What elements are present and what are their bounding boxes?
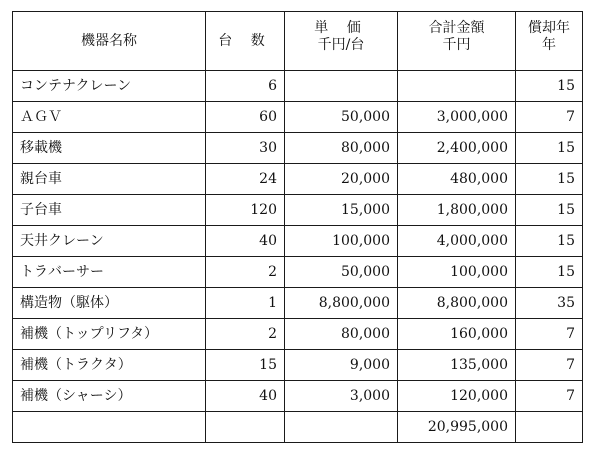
cell-quantity: 2 [206, 257, 285, 288]
header-equipment-name: 機器名称 [13, 12, 206, 71]
table-row [13, 319, 583, 350]
cell-total-quantity [206, 412, 285, 443]
table-row [13, 288, 583, 319]
cell-depreciation-years: 15 [516, 71, 583, 102]
table-row [13, 71, 583, 102]
cell-unit-price: 80,000 [285, 319, 398, 350]
cell-equipment-name: ＡＧＶ [13, 102, 206, 133]
cell-equipment-name: 補機（シャーシ） [13, 381, 206, 412]
cell-equipment-name: 補機（トラクタ） [13, 350, 206, 381]
cell-unit-price: 8,800,000 [285, 288, 398, 319]
cell-depreciation-years: 7 [516, 350, 583, 381]
table-row [13, 195, 583, 226]
cell-unit-price: 3,000 [285, 381, 398, 412]
cell-quantity: 6 [206, 71, 285, 102]
cell-total-amount: 480,000 [398, 164, 516, 195]
header-total-amount-unit: 千円 [442, 37, 471, 53]
cell-quantity: 120 [206, 195, 285, 226]
cell-depreciation-years: 15 [516, 257, 583, 288]
table-row [13, 133, 583, 164]
cell-total-amount: 3,000,000 [398, 102, 516, 133]
cell-depreciation-years: 7 [516, 319, 583, 350]
cell-unit-price: 15,000 [285, 195, 398, 226]
cell-equipment-name: 移載機 [13, 133, 206, 164]
cell-unit-price: 9,000 [285, 350, 398, 381]
header-depreciation-years [516, 12, 583, 71]
cell-total-amount: 100,000 [398, 257, 516, 288]
table-row [13, 226, 583, 257]
cell-quantity: 40 [206, 381, 285, 412]
cell-equipment-name: 構造物（駆体） [13, 288, 206, 319]
cell-quantity: 30 [206, 133, 285, 164]
cell-grand-total-amount: 20,995,000 [398, 412, 516, 443]
table-row [13, 102, 583, 133]
cell-total-unit-price [285, 412, 398, 443]
cell-unit-price: 50,000 [285, 257, 398, 288]
table-row [13, 381, 583, 412]
header-row [13, 12, 583, 71]
document-page [12, 11, 583, 443]
cell-unit-price: 50,000 [285, 102, 398, 133]
cell-equipment-name: 天井クレーン [13, 226, 206, 257]
cell-quantity: 60 [206, 102, 285, 133]
cell-equipment-name: コンテナクレーン [13, 71, 206, 102]
header-unit-price [285, 12, 398, 71]
cell-quantity: 2 [206, 319, 285, 350]
cell-unit-price: 100,000 [285, 226, 398, 257]
table-row [13, 257, 583, 288]
cell-quantity: 40 [206, 226, 285, 257]
cell-depreciation-years: 15 [516, 195, 583, 226]
cell-depreciation-years: 15 [516, 133, 583, 164]
cell-unit-price: 80,000 [285, 133, 398, 164]
cell-unit-price [285, 71, 398, 102]
cell-total-amount: 120,000 [398, 381, 516, 412]
header-unit-price-unit: 千円/台 [317, 37, 365, 53]
cell-total-amount: 8,800,000 [398, 288, 516, 319]
cell-total-amount: 160,000 [398, 319, 516, 350]
cell-total-label [13, 412, 206, 443]
cell-total-amount: 2,400,000 [398, 133, 516, 164]
cell-depreciation-years: 15 [516, 226, 583, 257]
cell-depreciation-years: 7 [516, 102, 583, 133]
header-quantity: 台 数 [206, 12, 285, 71]
equipment-cost-table [12, 11, 583, 443]
cell-total-amount: 4,000,000 [398, 226, 516, 257]
table-row [13, 164, 583, 195]
cell-quantity: 1 [206, 288, 285, 319]
cell-depreciation-years: 15 [516, 164, 583, 195]
cell-depreciation-years: 7 [516, 381, 583, 412]
cell-total-amount [398, 71, 516, 102]
cell-equipment-name: 子台車 [13, 195, 206, 226]
cell-depreciation-years: 35 [516, 288, 583, 319]
header-depreciation-unit: 年 [542, 37, 556, 53]
cell-total-depreciation [516, 412, 583, 443]
cell-quantity: 15 [206, 350, 285, 381]
cell-equipment-name: トラバーサー [13, 257, 206, 288]
cell-unit-price: 20,000 [285, 164, 398, 195]
cell-total-amount: 1,800,000 [398, 195, 516, 226]
header-total-amount [398, 12, 516, 71]
header-unit-price-label: 単 価 [314, 20, 368, 36]
header-depreciation-label: 償却年 [528, 20, 570, 36]
grand-total-row [13, 412, 583, 443]
cell-equipment-name: 親台車 [13, 164, 206, 195]
cell-total-amount: 135,000 [398, 350, 516, 381]
table-row [13, 350, 583, 381]
cell-quantity: 24 [206, 164, 285, 195]
header-total-amount-label: 合計金額 [428, 20, 485, 36]
cell-equipment-name: 補機（トップリフタ） [13, 319, 206, 350]
